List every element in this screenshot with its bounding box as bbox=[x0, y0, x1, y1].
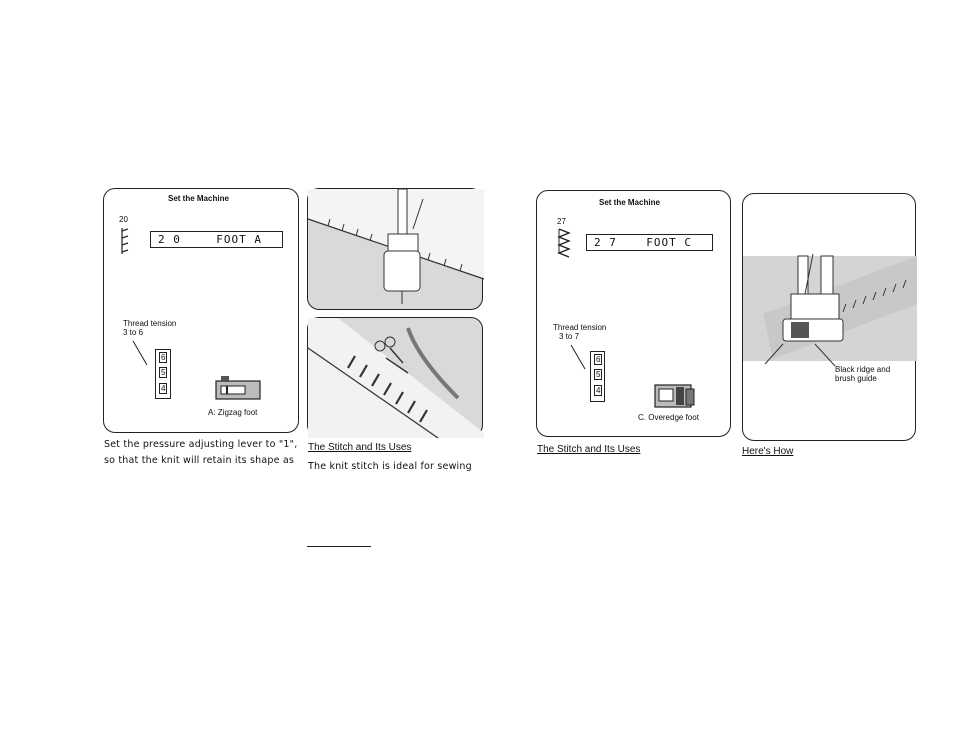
right-stitch-number: 27 bbox=[557, 217, 566, 226]
right-tension-dial bbox=[590, 351, 605, 402]
right-tension-range: 3 to 7 bbox=[559, 332, 580, 341]
left-tension-dial bbox=[155, 349, 171, 399]
sewing-illustration bbox=[308, 189, 484, 311]
left-stitch-uses-heading: The Stitch and Its Uses bbox=[308, 442, 412, 453]
dial-value: 6 bbox=[596, 355, 601, 364]
left-tension-pointer bbox=[131, 339, 151, 369]
overedge-sewing-photo bbox=[742, 193, 916, 441]
left-settings-title: Set the Machine bbox=[168, 194, 229, 203]
dial-value: 4 bbox=[161, 384, 166, 393]
left-display-foot: FOOT A bbox=[216, 233, 262, 246]
left-display-code: 2 0 bbox=[158, 233, 181, 246]
pressure-instruction-line1: Set the pressure adjusting lever to "1", bbox=[104, 439, 298, 450]
dial-value: 6 bbox=[161, 353, 166, 362]
dial-value: 4 bbox=[596, 386, 601, 395]
right-settings-title: Set the Machine bbox=[599, 198, 660, 207]
truncated-text-line: The knit stitch is ideal for sewing bbox=[308, 461, 472, 472]
straight-stretch-stitch-icon bbox=[118, 226, 132, 256]
right-tension-pointer bbox=[569, 343, 589, 373]
left-tension-range: 3 to 6 bbox=[123, 328, 144, 337]
right-tension-label: Thread tension bbox=[553, 323, 607, 332]
knit-trimming-photo bbox=[307, 317, 483, 437]
dial-value: 5 bbox=[596, 370, 601, 379]
right-display-foot: FOOT C bbox=[646, 236, 692, 249]
left-settings-panel bbox=[103, 188, 299, 433]
overedge-stitch-icon bbox=[557, 227, 573, 259]
pressure-instruction-line2: so that the knit will retain its shape as bbox=[104, 455, 295, 466]
left-foot-caption: A: Zigzag foot bbox=[208, 408, 258, 417]
dial-value: 5 bbox=[161, 368, 166, 377]
left-stitch-display bbox=[150, 231, 283, 248]
right-foot-caption: C. Overedge foot bbox=[638, 413, 699, 422]
separator-line bbox=[307, 546, 371, 547]
trimming-illustration bbox=[308, 318, 484, 438]
knit-stitch-sewing-photo bbox=[307, 188, 483, 310]
photo-caption-line1: Black ridge and bbox=[835, 365, 891, 374]
overedge-foot-icon bbox=[654, 381, 696, 411]
left-stitch-number: 20 bbox=[119, 215, 128, 224]
right-stitch-uses-heading: The Stitch and Its Uses bbox=[537, 444, 641, 455]
right-settings-panel bbox=[536, 190, 731, 437]
right-stitch-display bbox=[586, 234, 713, 251]
heres-how-heading: Here's How bbox=[742, 446, 794, 457]
overedge-illustration bbox=[743, 194, 917, 442]
zigzag-foot-icon bbox=[215, 374, 263, 404]
photo-caption-line2: brush guide bbox=[835, 374, 877, 383]
right-display-code: 2 7 bbox=[594, 236, 617, 249]
left-tension-label: Thread tension bbox=[123, 319, 177, 328]
